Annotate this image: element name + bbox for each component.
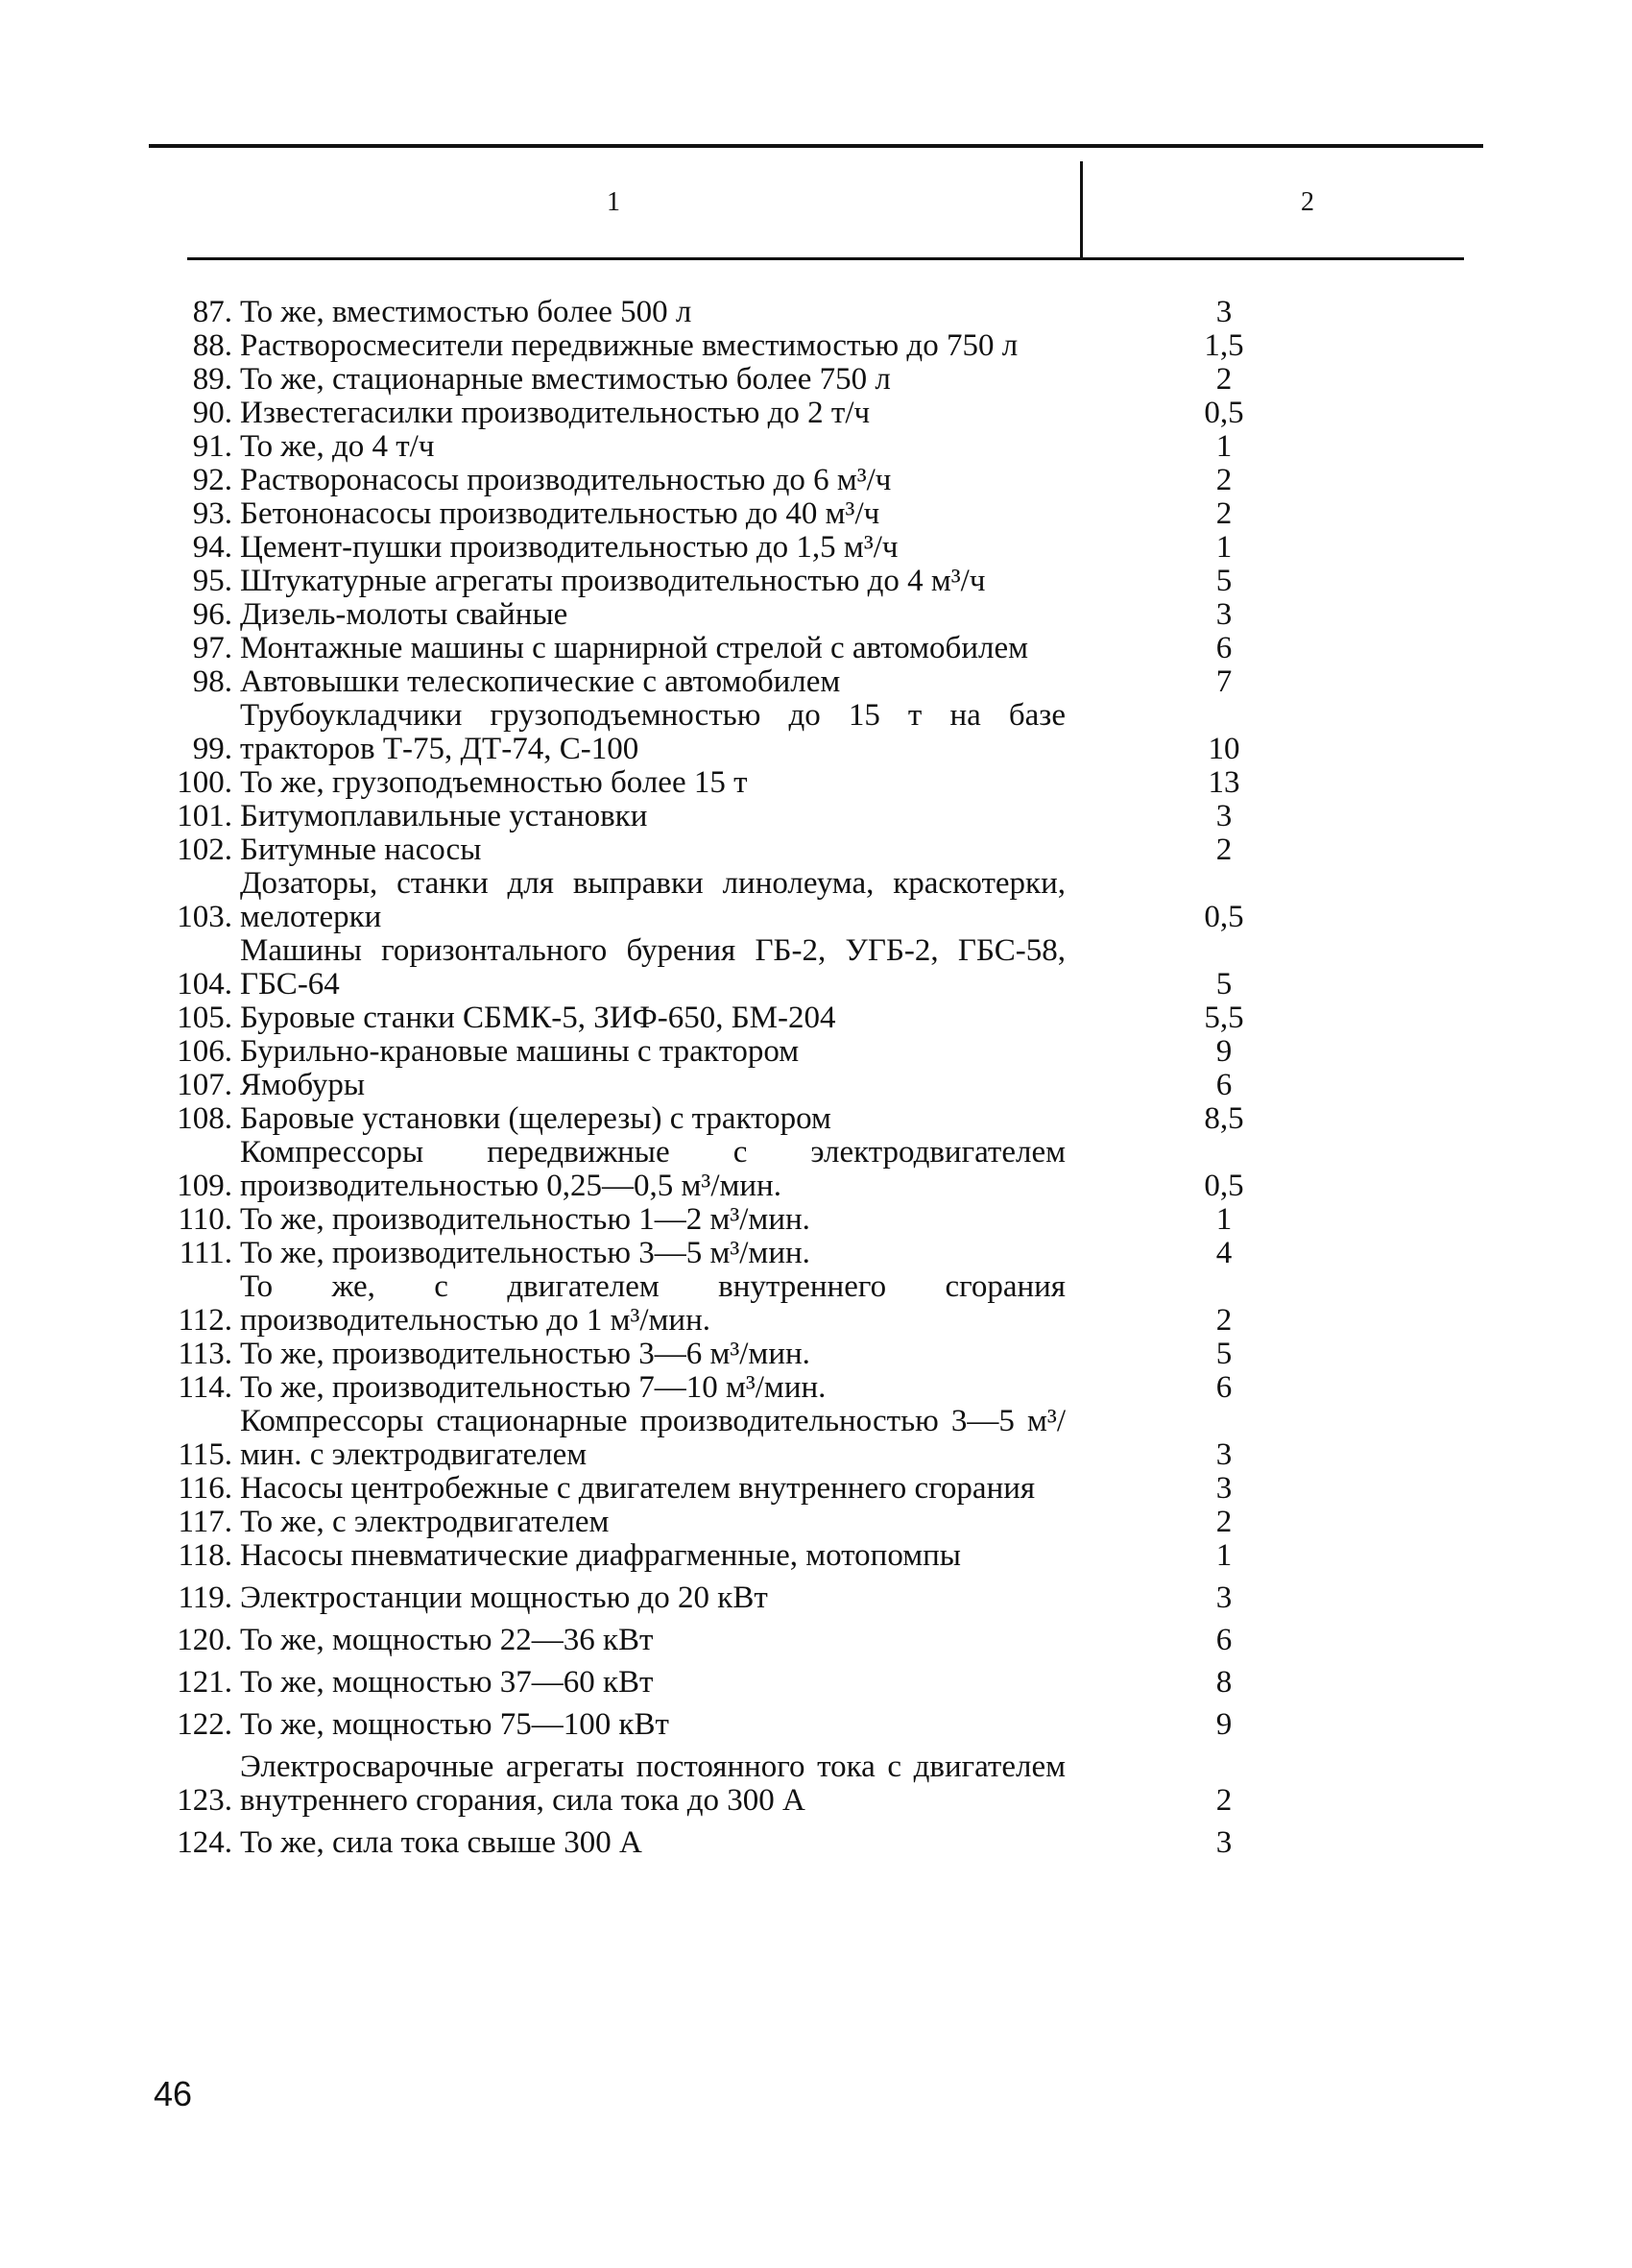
row-number: 94. bbox=[192, 530, 232, 565]
row-number: 119. bbox=[178, 1580, 232, 1615]
table-row bbox=[173, 1581, 1306, 1615]
row-value: 6 bbox=[1215, 631, 1233, 665]
row-description: То же, с электродвигателем bbox=[240, 1505, 610, 1539]
table-row bbox=[173, 531, 1306, 565]
table-row bbox=[173, 1826, 1306, 1860]
table-row bbox=[173, 934, 1306, 1001]
table-row bbox=[173, 867, 1306, 934]
row-number: 113. bbox=[178, 1337, 232, 1371]
table-row bbox=[173, 329, 1306, 363]
column-divider bbox=[1080, 161, 1083, 259]
table-row bbox=[173, 1506, 1306, 1539]
table-row bbox=[173, 397, 1306, 430]
row-value: 5 bbox=[1215, 967, 1233, 1001]
row-value: 2 bbox=[1215, 832, 1233, 867]
row-value: 3 bbox=[1215, 597, 1233, 632]
row-description: Буровые станки СБМК-5, ЗИФ-650, БМ-204 bbox=[240, 1001, 836, 1035]
table-row bbox=[173, 565, 1306, 598]
table-row bbox=[173, 1001, 1306, 1035]
table-row bbox=[173, 1666, 1306, 1700]
row-number: 116. bbox=[178, 1471, 232, 1506]
table-row bbox=[173, 598, 1306, 632]
row-description: То же, сила тока свыше 300 А bbox=[240, 1825, 642, 1860]
row-number: 89. bbox=[192, 362, 232, 397]
row-description: Бетононасосы производительностью до 40 м³/ч bbox=[240, 496, 880, 531]
row-value: 9 bbox=[1215, 1707, 1233, 1742]
table-row bbox=[173, 464, 1306, 497]
row-number: 96. bbox=[192, 597, 232, 632]
row-description: Компрессоры передвижные с электродвигателем производительностью 0,25—0,5 м³/мин. bbox=[240, 1135, 1066, 1203]
row-number: 98. bbox=[192, 664, 232, 699]
row-number: 124. bbox=[177, 1825, 232, 1860]
table-row bbox=[173, 833, 1306, 867]
table-row bbox=[173, 363, 1306, 397]
row-value: 5,5 bbox=[1204, 1001, 1244, 1035]
table-row bbox=[173, 1035, 1306, 1069]
row-description: Цемент-пушки производительностью до 1,5 м³/ч bbox=[240, 530, 899, 565]
column-header-2: 2 bbox=[1301, 187, 1314, 217]
row-value: 3 bbox=[1215, 799, 1233, 833]
table-row bbox=[173, 632, 1306, 665]
row-number: 109. bbox=[177, 1169, 232, 1203]
row-description: Машины горизонтального бурения ГБ-2, УГБ-2, ГБС-58, ГБС-64 bbox=[240, 933, 1066, 1001]
row-number: 92. bbox=[192, 463, 232, 497]
row-description: Электросварочные агрегаты постоянного тока с двигателем внутреннего сгорания, сила тока до 300 А bbox=[240, 1749, 1066, 1818]
row-number: 122. bbox=[177, 1707, 232, 1742]
row-value: 6 bbox=[1215, 1623, 1233, 1657]
row-description: Трубоукладчики грузоподъемностью до 15 т на базе тракторов Т-75, ДТ-74, С-100 bbox=[240, 698, 1066, 766]
row-description: Автовышки телескопические с автомобилем bbox=[240, 664, 841, 699]
row-value: 3 bbox=[1215, 1825, 1233, 1860]
row-number: 115. bbox=[178, 1437, 232, 1472]
table-row bbox=[173, 1270, 1306, 1338]
row-number: 111. bbox=[179, 1236, 232, 1270]
table-row bbox=[173, 1405, 1306, 1472]
row-description: Насосы центробежные с двигателем внутреннего сгорания bbox=[240, 1471, 1036, 1506]
row-description: То же, мощностью 37—60 кВт bbox=[240, 1665, 654, 1700]
row-description: Бурильно-крановые машины с трактором bbox=[240, 1034, 800, 1069]
row-description: Насосы пневматические диафрагменные, мотопомпы bbox=[240, 1538, 961, 1573]
row-number: 120. bbox=[177, 1623, 232, 1657]
row-description: То же, мощностью 22—36 кВт bbox=[240, 1623, 654, 1657]
row-value: 2 bbox=[1215, 362, 1233, 397]
table-row bbox=[173, 1102, 1306, 1136]
row-description: То же, мощностью 75—100 кВт bbox=[240, 1707, 669, 1742]
row-value: 2 bbox=[1215, 1303, 1233, 1338]
row-number: 104. bbox=[177, 967, 232, 1001]
row-value: 2 bbox=[1215, 463, 1233, 497]
table-row bbox=[173, 1136, 1306, 1203]
table-row bbox=[173, 1539, 1306, 1573]
row-number: 114. bbox=[178, 1370, 232, 1405]
row-value: 2 bbox=[1215, 1783, 1233, 1818]
table-row bbox=[173, 800, 1306, 833]
row-description: Растворосмесители передвижные вместимостью до 750 л bbox=[240, 328, 1019, 363]
row-description: Известегасилки производительностью до 2 т/ч bbox=[240, 396, 871, 430]
row-value: 1 bbox=[1215, 429, 1233, 464]
row-description: То же, производительностью 7—10 м³/мин. bbox=[240, 1370, 827, 1405]
table-row bbox=[173, 1472, 1306, 1506]
row-value: 0,5 bbox=[1204, 396, 1244, 430]
row-value: 1,5 bbox=[1204, 328, 1244, 363]
row-number: 110. bbox=[178, 1202, 232, 1237]
row-number: 118. bbox=[178, 1538, 232, 1573]
row-value: 2 bbox=[1215, 496, 1233, 531]
row-value: 1 bbox=[1215, 530, 1233, 565]
row-description: То же, производительностью 3—6 м³/мин. bbox=[240, 1337, 810, 1371]
row-number: 121. bbox=[177, 1665, 232, 1700]
row-number: 88. bbox=[192, 328, 232, 363]
row-number: 117. bbox=[178, 1505, 232, 1539]
table-row bbox=[173, 1069, 1306, 1102]
row-value: 1 bbox=[1215, 1202, 1233, 1237]
row-number: 102. bbox=[177, 832, 232, 867]
row-value: 3 bbox=[1215, 1437, 1233, 1472]
table-row bbox=[173, 766, 1306, 800]
row-description: Баровые установки (щелерезы) с трактором bbox=[240, 1101, 831, 1136]
row-number: 90. bbox=[192, 396, 232, 430]
row-value: 3 bbox=[1215, 295, 1233, 329]
page-number: 46 bbox=[154, 2074, 193, 2113]
row-number: 108. bbox=[177, 1101, 232, 1136]
row-value: 5 bbox=[1215, 1337, 1233, 1371]
row-number: 103. bbox=[177, 900, 232, 934]
row-value: 10 bbox=[1208, 732, 1240, 766]
table-row bbox=[173, 1708, 1306, 1742]
table-top-rule bbox=[149, 144, 1483, 148]
table-row bbox=[173, 1750, 1306, 1818]
row-description: То же, до 4 т/ч bbox=[240, 429, 435, 464]
table-row bbox=[173, 665, 1306, 699]
row-number: 99. bbox=[192, 732, 232, 766]
row-description: Битумные насосы bbox=[240, 832, 482, 867]
row-number: 105. bbox=[177, 1001, 232, 1035]
row-number: 123. bbox=[177, 1783, 232, 1818]
row-number: 112. bbox=[178, 1303, 232, 1338]
row-value: 0,5 bbox=[1204, 900, 1244, 934]
row-description: Дозаторы, станки для выправки линолеума, краскотерки, мелотерки bbox=[240, 866, 1066, 934]
row-description: Дизель-молоты свайные bbox=[240, 597, 568, 632]
header-bottom-rule bbox=[187, 257, 1464, 260]
row-value: 4 bbox=[1215, 1236, 1233, 1270]
row-number: 93. bbox=[192, 496, 232, 531]
table-row bbox=[173, 1338, 1306, 1371]
row-number: 97. bbox=[192, 631, 232, 665]
row-number: 95. bbox=[192, 564, 232, 598]
row-value: 3 bbox=[1215, 1471, 1233, 1506]
table-row bbox=[173, 430, 1306, 464]
row-description: То же, грузоподъемностью более 15 т bbox=[240, 765, 748, 800]
row-value: 8 bbox=[1215, 1665, 1233, 1700]
row-description: Ямобуры bbox=[240, 1068, 366, 1102]
row-description: Растворонасосы производительностью до 6 м³/ч bbox=[240, 463, 892, 497]
row-value: 6 bbox=[1215, 1370, 1233, 1405]
table-row bbox=[173, 1203, 1306, 1237]
row-description: Компрессоры стационарные производительностью 3—5 м³/мин. с электродвигателем bbox=[240, 1404, 1066, 1472]
row-number: 106. bbox=[177, 1034, 232, 1069]
row-value: 6 bbox=[1215, 1068, 1233, 1102]
row-number: 107. bbox=[177, 1068, 232, 1102]
row-value: 7 bbox=[1215, 664, 1233, 699]
row-value: 9 bbox=[1215, 1034, 1233, 1069]
table-row bbox=[173, 296, 1306, 329]
row-description: То же, производительностью 3—5 м³/мин. bbox=[240, 1236, 810, 1270]
row-value: 3 bbox=[1215, 1580, 1233, 1615]
row-value: 1 bbox=[1215, 1538, 1233, 1573]
row-description: То же, стационарные вместимостью более 750 л bbox=[240, 362, 891, 397]
row-value: 5 bbox=[1215, 564, 1233, 598]
row-value: 2 bbox=[1215, 1505, 1233, 1539]
table-body bbox=[173, 296, 1306, 1860]
row-number: 100. bbox=[177, 765, 232, 800]
row-description: Электростанции мощностью до 20 кВт bbox=[240, 1580, 768, 1615]
row-description: То же, с двигателем внутреннего сгорания производительностью до 1 м³/мин. bbox=[240, 1269, 1066, 1338]
column-header-1: 1 bbox=[607, 187, 620, 217]
table-row bbox=[173, 497, 1306, 531]
row-description: Монтажные машины с шарнирной стрелой с автомобилем bbox=[240, 631, 1028, 665]
row-number: 91. bbox=[192, 429, 232, 464]
row-value: 13 bbox=[1208, 765, 1240, 800]
row-number: 87. bbox=[192, 295, 232, 329]
row-value: 8,5 bbox=[1204, 1101, 1244, 1136]
table-row bbox=[173, 1624, 1306, 1657]
row-number: 101. bbox=[177, 799, 232, 833]
table-row bbox=[173, 1371, 1306, 1405]
row-description: То же, вместимостью более 500 л bbox=[240, 295, 692, 329]
table-row bbox=[173, 699, 1306, 766]
row-description: Битумоплавильные установки bbox=[240, 799, 648, 833]
row-description: То же, производительностью 1—2 м³/мин. bbox=[240, 1202, 810, 1237]
table-row bbox=[173, 1237, 1306, 1270]
row-value: 0,5 bbox=[1204, 1169, 1244, 1203]
row-description: Штукатурные агрегаты производительностью до 4 м³/ч bbox=[240, 564, 986, 598]
